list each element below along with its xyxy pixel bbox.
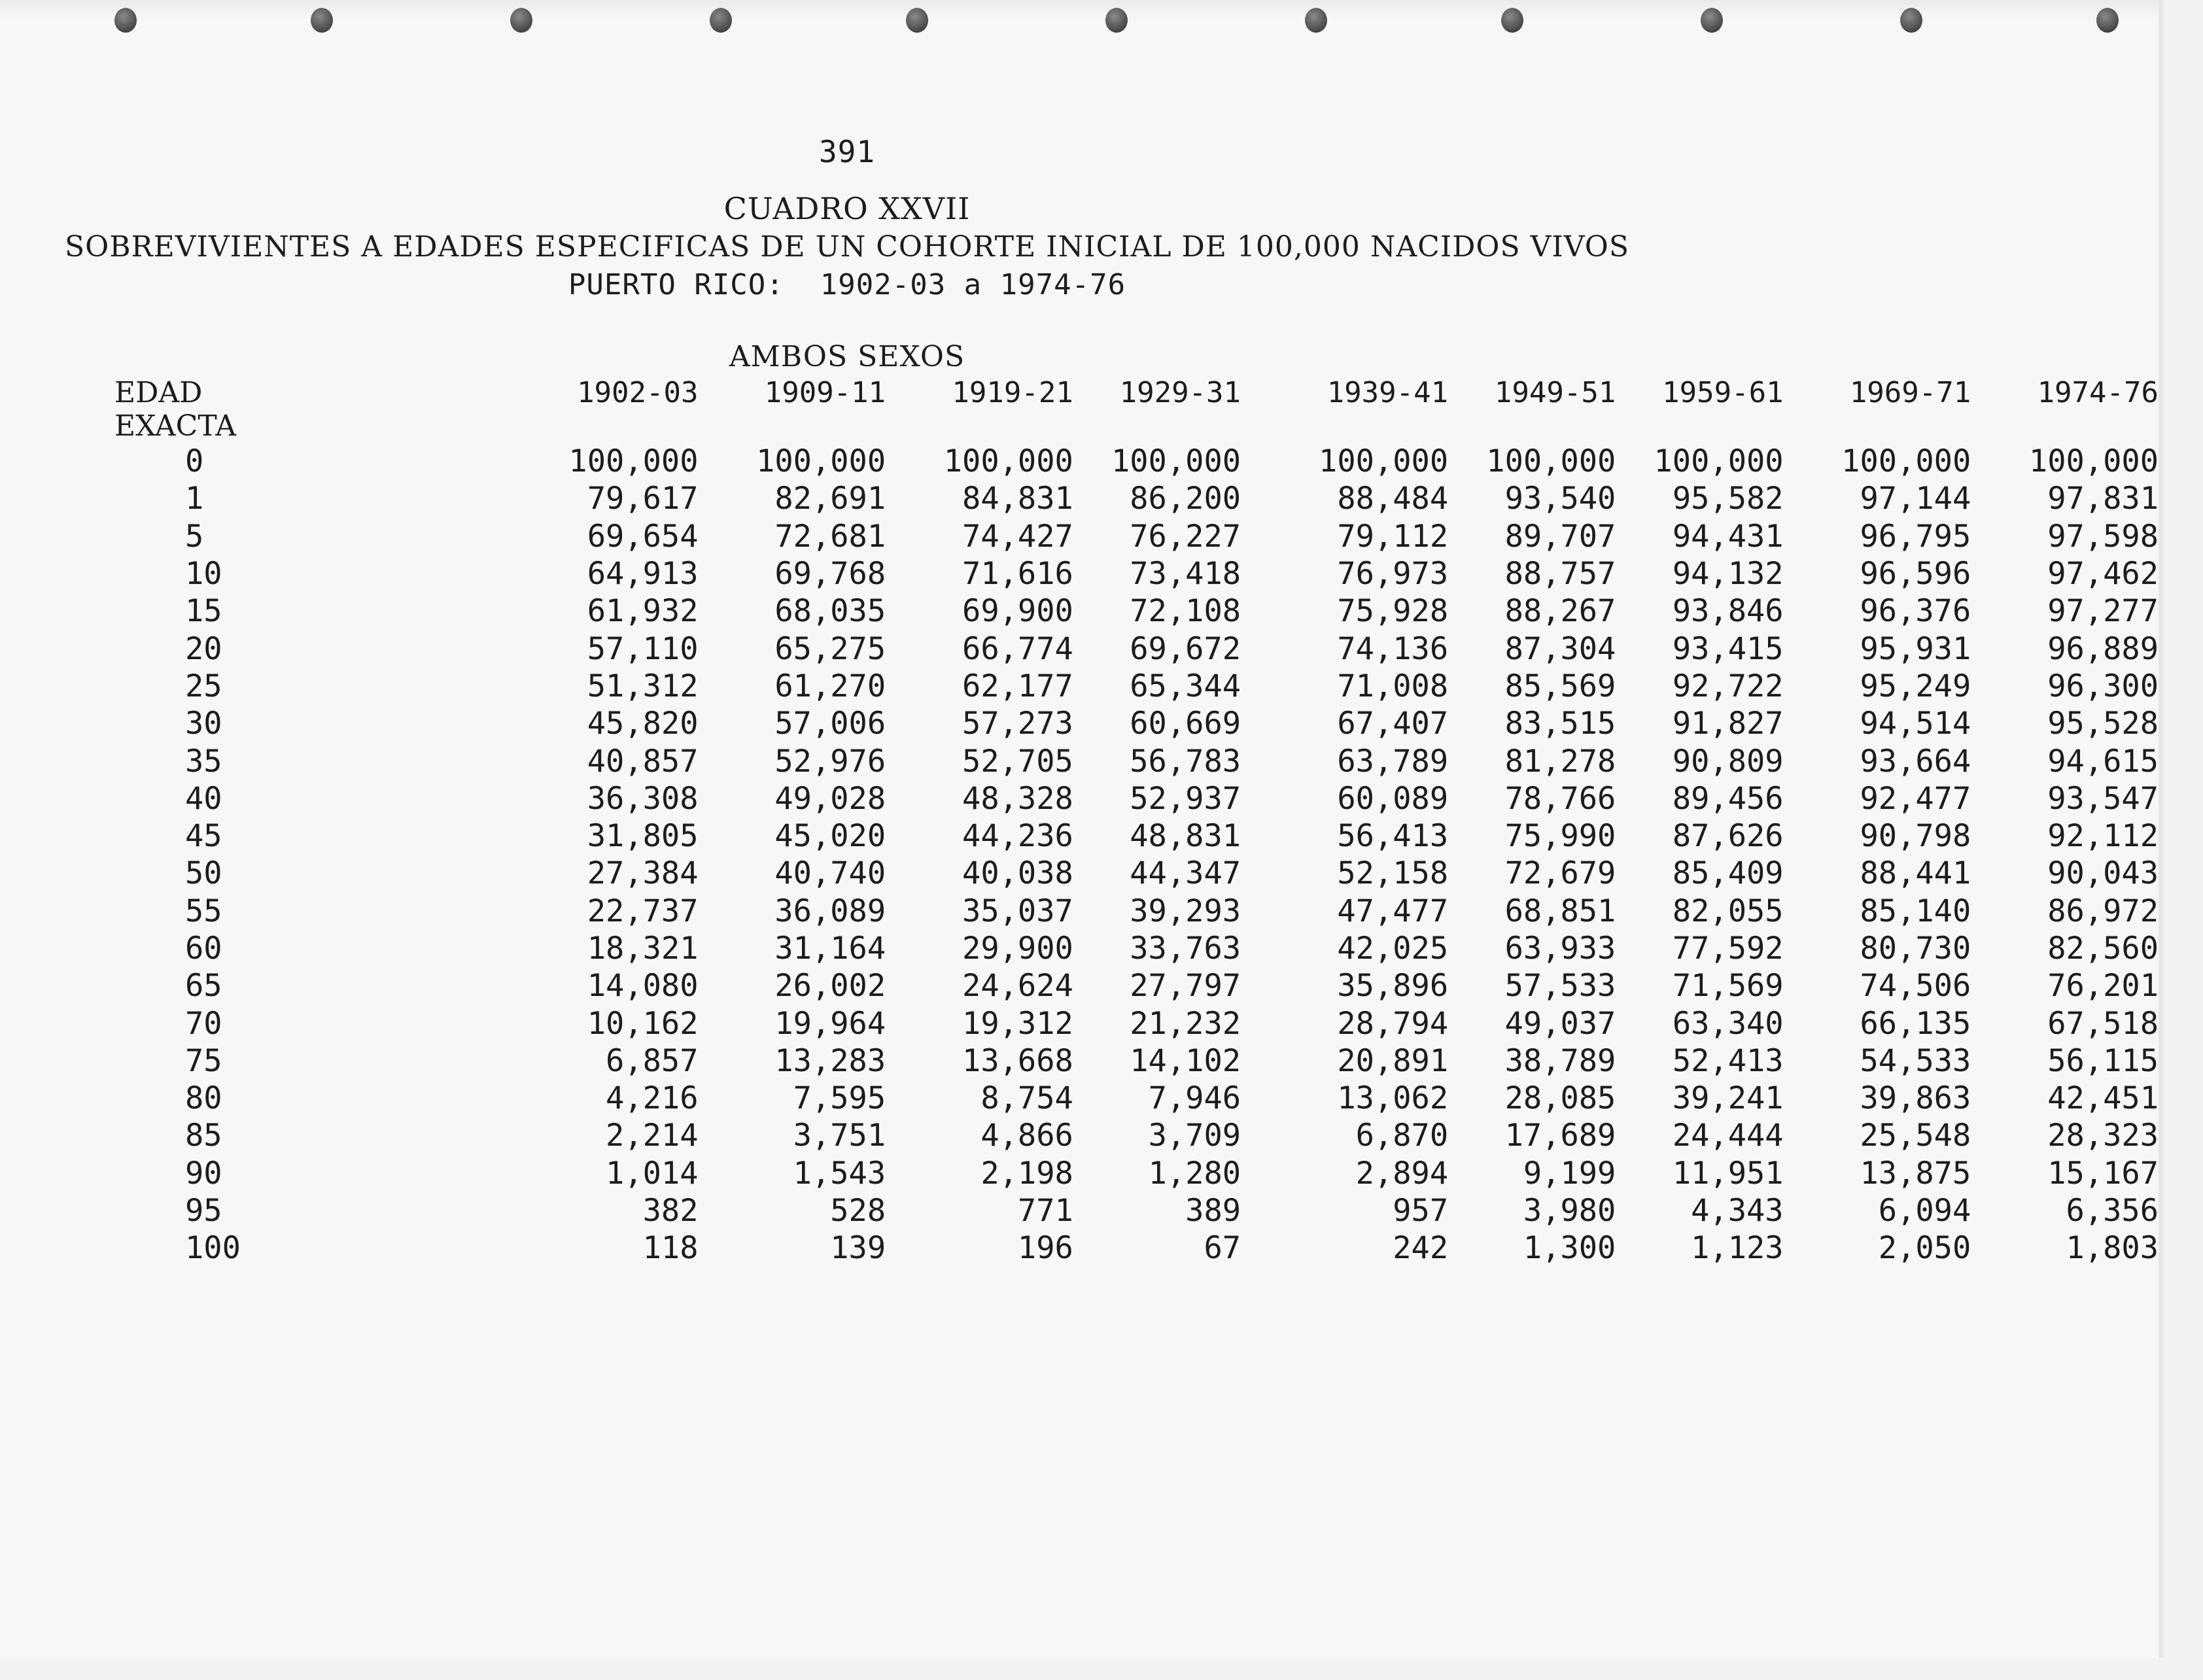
survivors-cell: 64,913	[587, 556, 699, 592]
survivors-cell: 1,803	[2066, 1230, 2159, 1267]
survivors-cell: 61,932	[587, 593, 699, 630]
survivors-cell: 87,304	[1504, 630, 1616, 667]
table-body	[114, 443, 2159, 1267]
survivors-cell: 85,409	[1672, 855, 1784, 892]
survivors-cell: 196	[1017, 1230, 1073, 1267]
table-row	[114, 855, 2159, 892]
survivors-cell: 52,158	[1337, 855, 1449, 892]
survivors-cell: 72,681	[774, 518, 886, 555]
table-title: CUADRO XXVII	[723, 191, 971, 226]
survivors-cell: 2,050	[1878, 1230, 1971, 1267]
survivors-cell: 100,000	[1841, 443, 1971, 480]
table-row	[114, 742, 2159, 780]
survivors-cell: 9,199	[1523, 1155, 1616, 1191]
period-column-header: 1919-21	[952, 376, 1073, 409]
survivors-cell: 29,900	[962, 931, 1073, 967]
survivors-cell: 2,198	[980, 1155, 1073, 1191]
survivors-cell: 47,477	[1337, 893, 1449, 929]
survivors-cell: 118	[642, 1230, 699, 1267]
survivors-cell: 17,689	[1504, 1118, 1616, 1154]
survivors-cell: 94,514	[1860, 706, 1971, 742]
survivors-cell: 97,598	[2047, 518, 2159, 555]
page-number: 391	[818, 134, 876, 169]
survivors-cell: 68,851	[1504, 893, 1616, 929]
survivors-cell: 13,875	[1860, 1155, 1971, 1191]
survivors-cell: 19,964	[774, 1005, 886, 1042]
survivors-cell: 28,085	[1504, 1080, 1616, 1117]
survivors-cell: 14,080	[587, 968, 699, 1004]
survivors-cell: 62,177	[962, 668, 1073, 704]
binder-hole	[710, 8, 732, 33]
table-row	[114, 780, 2159, 817]
survivors-cell: 771	[1017, 1193, 1073, 1229]
survivors-cell: 38,789	[1504, 1042, 1616, 1079]
survivors-cell: 97,462	[2047, 556, 2159, 592]
survivors-cell: 13,062	[1337, 1080, 1449, 1117]
survivors-cell: 100,000	[756, 443, 886, 480]
age-cell: 65	[185, 968, 222, 1004]
survivors-cell: 86,200	[1130, 481, 1241, 517]
table-row	[114, 443, 2159, 480]
binder-hole	[906, 8, 928, 33]
survivors-cell: 63,340	[1672, 1005, 1784, 1042]
period-column-header: 1949-51	[1494, 376, 1616, 409]
survivors-cell: 42,451	[2047, 1080, 2159, 1117]
survivors-cell: 82,560	[2047, 931, 2159, 967]
table-subtitle: SOBREVIVIENTES A EDADES ESPECIFICAS DE UN COHORTE INICIAL DE 100,000 NACIDOS VIVOS	[64, 230, 1630, 264]
survivors-cell: 84,831	[962, 481, 1073, 517]
survivors-cell: 39,293	[1130, 893, 1241, 929]
survivors-cell: 69,768	[774, 556, 886, 592]
survivors-cell: 57,110	[587, 630, 699, 667]
survivors-cell: 90,798	[1860, 818, 1971, 855]
table-row	[114, 668, 2159, 705]
survivors-cell: 69,654	[587, 518, 699, 555]
survivors-cell: 528	[830, 1193, 886, 1229]
survivors-cell: 71,008	[1337, 668, 1449, 704]
survivors-cell: 51,312	[587, 668, 699, 704]
binder-hole	[114, 8, 137, 33]
survivors-cell: 52,937	[1130, 780, 1241, 817]
survivors-cell: 1,300	[1523, 1230, 1616, 1267]
survivors-cell: 93,547	[2047, 780, 2159, 817]
age-cell: 70	[185, 1005, 222, 1042]
survivors-cell: 100,000	[1486, 443, 1616, 480]
survivors-cell: 39,241	[1672, 1080, 1784, 1117]
survivors-cell: 35,896	[1337, 968, 1449, 1004]
age-cell: 40	[185, 780, 222, 817]
survivors-cell: 66,774	[962, 630, 1073, 667]
survivors-cell: 44,347	[1130, 855, 1241, 892]
age-cell: 35	[185, 743, 222, 780]
table-region: PUERTO RICO: 1902-03 a 1974-76	[568, 268, 1126, 301]
period-column-header: 1974-76	[2037, 376, 2159, 409]
survivors-cell: 52,413	[1672, 1042, 1784, 1079]
survivors-cell: 72,108	[1130, 593, 1241, 630]
table-row	[114, 1192, 2159, 1229]
table-row	[114, 893, 2159, 930]
survivors-cell: 82,055	[1672, 893, 1784, 929]
survivors-cell: 7,595	[793, 1080, 886, 1117]
binder-hole	[1701, 8, 1723, 33]
period-column-header: 1929-31	[1119, 376, 1241, 409]
survivors-cell: 57,273	[962, 706, 1073, 742]
survivors-cell: 60,669	[1130, 706, 1241, 742]
age-cell: 50	[185, 855, 222, 892]
survivors-cell: 56,413	[1337, 818, 1449, 855]
survivors-cell: 96,300	[2047, 668, 2159, 704]
survivors-cell: 49,037	[1504, 1005, 1616, 1042]
survivors-cell: 52,976	[774, 743, 886, 780]
age-cell: 45	[185, 818, 222, 855]
table-row	[114, 592, 2159, 630]
survivors-cell: 96,376	[1860, 593, 1971, 630]
survivors-cell: 95,528	[2047, 706, 2159, 742]
survivors-cell: 67	[1204, 1230, 1241, 1267]
age-cell: 80	[185, 1080, 222, 1117]
survivors-cell: 139	[830, 1230, 886, 1267]
survivors-cell: 57,006	[774, 706, 886, 742]
survivors-cell: 100,000	[1654, 443, 1784, 480]
survivors-cell: 242	[1393, 1230, 1449, 1267]
survivors-cell: 74,427	[962, 518, 1073, 555]
survivors-cell: 96,596	[1860, 556, 1971, 592]
table-row	[114, 1004, 2159, 1042]
survivors-cell: 71,616	[962, 556, 1073, 592]
survivors-cell: 74,136	[1337, 630, 1449, 667]
survivors-cell: 94,615	[2047, 743, 2159, 780]
survivors-cell: 94,431	[1672, 518, 1784, 555]
survivors-cell: 95,582	[1672, 481, 1784, 517]
survivors-cell: 6,870	[1355, 1118, 1449, 1154]
survivors-cell: 39,863	[1860, 1080, 1971, 1117]
survivors-cell: 18,321	[587, 931, 699, 967]
survivors-cell: 97,831	[2047, 481, 2159, 517]
survivors-cell: 6,094	[1878, 1193, 1971, 1229]
survivors-cell: 100,000	[2028, 443, 2159, 480]
table-row	[114, 817, 2159, 855]
survivors-cell: 92,722	[1672, 668, 1784, 704]
survivors-cell: 67,407	[1337, 706, 1449, 742]
survivors-cell: 28,794	[1337, 1005, 1449, 1042]
survivors-cell: 63,789	[1337, 743, 1449, 780]
survivors-cell: 73,418	[1130, 556, 1241, 592]
survivors-cell: 31,805	[587, 818, 699, 855]
survivors-cell: 90,809	[1672, 743, 1784, 780]
survivors-cell: 31,164	[774, 931, 886, 967]
survivors-cell: 97,144	[1860, 481, 1971, 517]
survivors-cell: 44,236	[962, 818, 1073, 855]
survivors-cell: 68,035	[774, 593, 886, 630]
table-row	[114, 1155, 2159, 1192]
survivors-cell: 92,112	[2047, 818, 2159, 855]
survivors-cell: 83,515	[1504, 706, 1616, 742]
survivors-cell: 93,664	[1860, 743, 1971, 780]
survivors-cell: 15,167	[2047, 1155, 2159, 1191]
survivors-cell: 8,754	[980, 1080, 1073, 1117]
survivors-cell: 93,846	[1672, 593, 1784, 630]
survivors-cell: 13,668	[962, 1042, 1073, 1079]
age-column-header: EDAD EXACTA	[114, 376, 237, 443]
survivors-cell: 40,740	[774, 855, 886, 892]
survivors-cell: 95,249	[1860, 668, 1971, 704]
survivors-cell: 10,162	[587, 1005, 699, 1042]
survivors-cell: 67,518	[2047, 1005, 2159, 1042]
survivors-cell: 88,267	[1504, 593, 1616, 630]
survivors-cell: 79,112	[1337, 518, 1449, 555]
age-cell: 15	[185, 593, 222, 630]
survivors-cell: 2,214	[606, 1118, 699, 1154]
survivors-cell: 2,894	[1355, 1155, 1449, 1191]
age-cell: 0	[185, 443, 204, 480]
survivors-cell: 74,506	[1860, 968, 1971, 1004]
survivors-cell: 66,135	[1860, 1005, 1971, 1042]
survivors-cell: 20,891	[1337, 1042, 1449, 1079]
survivors-cell: 40,857	[587, 743, 699, 780]
survivors-cell: 96,795	[1860, 518, 1971, 555]
survivors-cell: 97,277	[2047, 593, 2159, 630]
survivors-cell: 13,283	[774, 1042, 886, 1079]
survivors-cell: 69,900	[962, 593, 1073, 630]
survivors-cell: 33,763	[1130, 931, 1241, 967]
survivors-cell: 19,312	[962, 1005, 1073, 1042]
survivors-cell: 22,737	[587, 893, 699, 929]
survivors-table	[114, 376, 2159, 1267]
survivors-cell: 42,025	[1337, 931, 1449, 967]
binder-hole	[1900, 8, 1922, 33]
table-header-row	[114, 376, 2159, 443]
survivors-cell: 27,384	[587, 855, 699, 892]
sex-label: AMBOS SEXOS	[729, 340, 965, 373]
survivors-cell: 89,707	[1504, 518, 1616, 555]
survivors-cell: 85,140	[1860, 893, 1971, 929]
age-cell: 20	[185, 630, 222, 667]
survivors-cell: 27,797	[1130, 968, 1241, 1004]
period-column-header: 1909-11	[764, 376, 886, 409]
table-row	[114, 930, 2159, 967]
survivors-cell: 21,232	[1130, 1005, 1241, 1042]
table-row	[114, 1117, 2159, 1154]
age-cell: 10	[185, 556, 222, 592]
survivors-cell: 28,323	[2047, 1118, 2159, 1154]
survivors-cell: 3,751	[793, 1118, 886, 1154]
survivors-cell: 76,227	[1130, 518, 1241, 555]
age-cell: 100	[185, 1230, 241, 1267]
survivors-cell: 7,946	[1148, 1080, 1241, 1117]
survivors-cell: 82,691	[774, 481, 886, 517]
survivors-cell: 86,972	[2047, 893, 2159, 929]
survivors-cell: 100,000	[568, 443, 699, 480]
age-cell: 75	[185, 1042, 222, 1079]
period-column-header: 1939-41	[1327, 376, 1449, 409]
survivors-cell: 1,123	[1691, 1230, 1784, 1267]
survivors-cell: 1,543	[793, 1155, 886, 1191]
survivors-cell: 94,132	[1672, 556, 1784, 592]
survivors-cell: 65,275	[774, 630, 886, 667]
survivors-cell: 14,102	[1130, 1042, 1241, 1079]
survivors-cell: 11,951	[1672, 1155, 1784, 1191]
survivors-cell: 57,533	[1504, 968, 1616, 1004]
survivors-cell: 100,000	[1111, 443, 1241, 480]
survivors-cell: 25,548	[1860, 1118, 1971, 1154]
survivors-cell: 49,028	[774, 780, 886, 817]
table-row	[114, 1080, 2159, 1117]
survivors-cell: 45,020	[774, 818, 886, 855]
survivors-cell: 56,115	[2047, 1042, 2159, 1079]
survivors-cell: 40,038	[962, 855, 1073, 892]
period-column-header: 1902-03	[577, 376, 699, 409]
survivors-cell: 75,990	[1504, 818, 1616, 855]
survivors-cell: 1,280	[1148, 1155, 1241, 1191]
survivors-cell: 3,980	[1523, 1193, 1616, 1229]
age-cell: 5	[185, 518, 204, 555]
age-cell: 1	[185, 481, 204, 517]
survivors-cell: 36,308	[587, 780, 699, 817]
age-cell: 95	[185, 1193, 222, 1229]
age-cell: 85	[185, 1118, 222, 1154]
survivors-cell: 76,973	[1337, 556, 1449, 592]
survivors-cell: 76,201	[2047, 968, 2159, 1004]
survivors-cell: 93,415	[1672, 630, 1784, 667]
survivors-cell: 54,533	[1860, 1042, 1971, 1079]
survivors-cell: 77,592	[1672, 931, 1784, 967]
binder-hole	[2096, 8, 2119, 33]
survivors-cell: 957	[1393, 1193, 1449, 1229]
table-row	[114, 630, 2159, 667]
survivors-cell: 6,857	[606, 1042, 699, 1079]
survivors-cell: 75,928	[1337, 593, 1449, 630]
survivors-cell: 81,278	[1504, 743, 1616, 780]
survivors-cell: 1,014	[606, 1155, 699, 1191]
survivors-cell: 69,672	[1130, 630, 1241, 667]
survivors-cell: 79,617	[587, 481, 699, 517]
period-column-header: 1969-71	[1849, 376, 1971, 409]
survivors-cell: 63,933	[1504, 931, 1616, 967]
binder-hole	[510, 8, 532, 33]
binder-hole	[311, 8, 333, 33]
survivors-cell: 88,757	[1504, 556, 1616, 592]
age-cell: 25	[185, 668, 222, 704]
age-cell: 30	[185, 706, 222, 742]
table-row	[114, 1042, 2159, 1080]
binder-hole	[1501, 8, 1523, 33]
period-column-header: 1959-61	[1662, 376, 1784, 409]
survivors-cell: 71,569	[1672, 968, 1784, 1004]
survivors-cell: 24,444	[1672, 1118, 1784, 1154]
binder-hole	[1305, 8, 1327, 33]
survivors-cell: 88,484	[1337, 481, 1449, 517]
survivors-cell: 26,002	[774, 968, 886, 1004]
age-cell: 60	[185, 931, 222, 967]
survivors-cell: 88,441	[1860, 855, 1971, 892]
survivors-cell: 65,344	[1130, 668, 1241, 704]
survivors-cell: 91,827	[1672, 706, 1784, 742]
survivors-cell: 89,456	[1672, 780, 1784, 817]
survivors-cell: 6,356	[2066, 1193, 2159, 1229]
survivors-cell: 45,820	[587, 706, 699, 742]
survivors-cell: 4,866	[980, 1118, 1073, 1154]
survivors-cell: 96,889	[2047, 630, 2159, 667]
table-row	[114, 1229, 2159, 1267]
survivors-cell: 80,730	[1860, 931, 1971, 967]
survivors-cell: 52,705	[962, 743, 1073, 780]
binder-hole	[1105, 8, 1128, 33]
survivors-cell: 95,931	[1860, 630, 1971, 667]
survivors-cell: 382	[642, 1193, 699, 1229]
table-row	[114, 480, 2159, 517]
survivors-cell: 100,000	[943, 443, 1073, 480]
survivors-cell: 85,569	[1504, 668, 1616, 704]
survivors-cell: 72,679	[1504, 855, 1616, 892]
table-row	[114, 967, 2159, 1004]
survivors-cell: 389	[1185, 1193, 1241, 1229]
table-row	[114, 555, 2159, 592]
survivors-cell: 24,624	[962, 968, 1073, 1004]
survivors-cell: 48,328	[962, 780, 1073, 817]
survivors-cell: 87,626	[1672, 818, 1784, 855]
survivors-cell: 36,089	[774, 893, 886, 929]
age-cell: 55	[185, 893, 222, 929]
table-row	[114, 518, 2159, 555]
survivors-cell: 4,343	[1691, 1193, 1784, 1229]
survivors-cell: 90,043	[2047, 855, 2159, 892]
table-row	[114, 705, 2159, 742]
survivors-cell: 3,709	[1148, 1118, 1241, 1154]
survivors-cell: 4,216	[606, 1080, 699, 1117]
survivors-cell: 61,270	[774, 668, 886, 704]
age-cell: 90	[185, 1155, 222, 1191]
survivors-cell: 56,783	[1130, 743, 1241, 780]
survivors-cell: 35,037	[962, 893, 1073, 929]
survivors-cell: 93,540	[1504, 481, 1616, 517]
survivors-cell: 92,477	[1860, 780, 1971, 817]
survivors-cell: 48,831	[1130, 818, 1241, 855]
survivors-cell: 100,000	[1319, 443, 1449, 480]
survivors-cell: 60,089	[1337, 780, 1449, 817]
survivors-cell: 78,766	[1504, 780, 1616, 817]
